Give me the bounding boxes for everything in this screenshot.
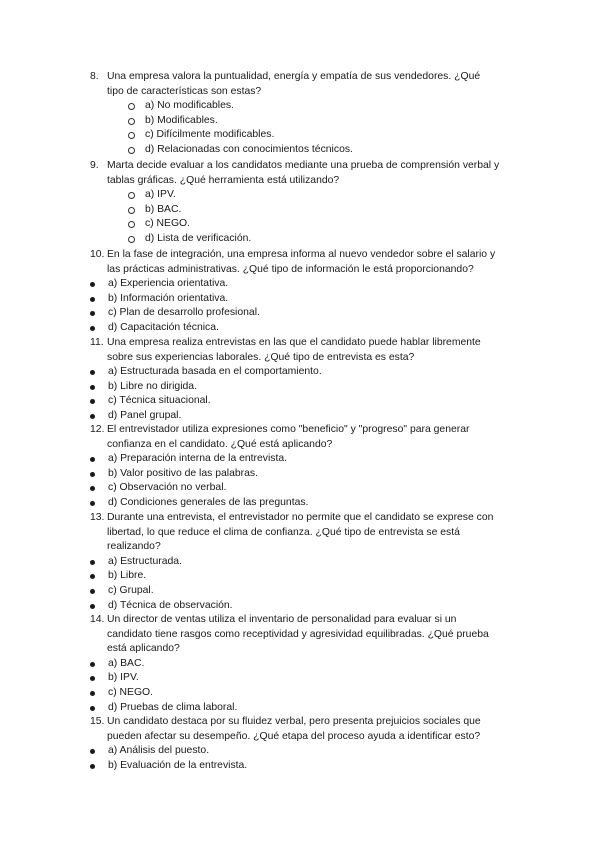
answer-option-label: c) Plan de desarrollo profesional. (108, 307, 260, 319)
question-line: confianza en el candidato. ¿Qué está aplicando? (107, 438, 333, 450)
bullet-icon (90, 686, 95, 702)
question-line: Un candidato destaca por su fluidez verbal, pero presenta prejuicios sociales que (107, 716, 481, 727)
hollow-bullet-icon (128, 143, 135, 160)
bullet-icon (90, 452, 95, 468)
question-line: En la fase de integración, una empresa informa al nuevo vendedor sobre el salario y (107, 249, 496, 260)
answer-option-label: b) Evaluación de la entrevista. (108, 759, 248, 771)
answer-option-label: c) Grupal. (108, 585, 154, 596)
bullet-icon (90, 569, 95, 585)
hollow-bullet-icon (128, 232, 135, 249)
bullet-icon (90, 292, 95, 308)
question-line: está aplicando? (107, 643, 180, 655)
bullet-icon (90, 671, 95, 687)
question-line: candidato tiene rasgos como receptividad y agresividad equilibradas. ¿Qué prueba (107, 628, 489, 640)
bullet-icon (90, 365, 95, 381)
answer-option-label: b) Libre no dirigida. (108, 380, 197, 392)
answer-option-label: a) No modificables. (145, 100, 234, 112)
answer-option-label: a) Análisis del puesto. (108, 745, 210, 757)
question-line: Durante una entrevista, el entrevistador no permite que el candidato se exprese con (107, 512, 494, 523)
question-number: 10. (90, 249, 105, 260)
answer-option-label: b) IPV. (108, 672, 139, 684)
answer-option-label: c) Observación no verbal. (108, 482, 227, 494)
bullet-icon (90, 555, 95, 571)
bullet-icon (90, 701, 95, 717)
bullet-icon (90, 481, 95, 497)
question-line: pueden afectar su desempeño. ¿Qué etapa del proceso ayuda a identificar esto? (107, 730, 481, 742)
bullet-icon (90, 467, 95, 483)
answer-option-label: d) Capacitación técnica. (108, 322, 219, 333)
bullet-icon (90, 584, 95, 600)
question-text (107, 70, 480, 99)
question-line: libertad, lo que reduce el clima de confianza. ¿Qué tipo de entrevista se está (107, 526, 460, 538)
question-line: Una empresa realiza entrevistas en las que el candidato puede hablar libremente (107, 337, 481, 348)
answer-option-label: d) Técnica de observación. (108, 599, 233, 611)
answer-option-label: c) NEGO. (108, 687, 154, 698)
bullet-icon (90, 599, 95, 615)
answer-option-label: d) Lista de verificación. (145, 233, 252, 244)
answer-option-label: a) Estructurada. (108, 555, 182, 567)
question-number: 9. (90, 160, 99, 171)
answer-option-label: a) IPV. (145, 189, 176, 201)
question-line: Marta decide evaluar a los candidatos mediante una prueba de comprensión verbal y (107, 160, 500, 171)
question-text (107, 159, 499, 188)
question-line: tipo de características son estas? (107, 85, 262, 97)
answer-option-label: b) Valor positivo de las palabras. (108, 467, 258, 479)
question-line: Una empresa valora la puntualidad, energía y empatía de sus vendedores. ¿Qué (107, 71, 481, 82)
question-number: 12. (90, 424, 105, 435)
answer-option-label: c) NEGO. (145, 218, 191, 230)
answer-option-label: c) Difícilmente modificables. (145, 129, 275, 141)
bullet-icon (90, 759, 95, 775)
answer-option-label: a) Preparación interna de la entrevista. (108, 453, 288, 465)
answer-option-label: a) Experiencia orientativa. (108, 278, 229, 290)
question-line: tablas gráficas. ¿Qué herramienta está utilizando? (107, 174, 340, 186)
answer-option-label: c) Técnica situacional. (108, 395, 211, 407)
question-line: El entrevistador utiliza expresiones como "beneficio" y "progreso" para generar (107, 424, 470, 435)
answer-option-label: b) Modificables. (145, 114, 218, 126)
bullet-icon (90, 306, 95, 322)
question-number: 14. (90, 614, 105, 625)
bullet-icon (90, 277, 95, 293)
answer-option-label: b) BAC. (145, 203, 182, 215)
bullet-icon (90, 657, 95, 673)
bullet-icon (90, 394, 95, 410)
question-text (107, 248, 495, 277)
answer-option-label: b) Información orientativa. (108, 292, 229, 304)
answer-option-label: d) Panel grupal. (108, 410, 182, 421)
question-line: sobre sus experiencias laborales. ¿Qué tipo de entrevista es esta? (107, 351, 415, 363)
bullet-icon (90, 380, 95, 396)
question-number: 11. (90, 337, 104, 348)
question-text (107, 715, 481, 744)
answer-option-label: a) Estructurada basada en el comportamiento. (108, 366, 322, 378)
answer-option-label: b) Libre. (108, 570, 147, 582)
bullet-icon (90, 744, 95, 760)
answer-option-label: d) Relacionadas con conocimientos técnicos. (145, 144, 353, 155)
question-line: realizando? (107, 541, 161, 553)
question-number: 15. (90, 716, 105, 727)
bullet-icon (90, 321, 95, 337)
answer-option-label: d) Condiciones generales de las preguntas. (108, 497, 309, 508)
answer-option-label: a) BAC. (108, 657, 145, 669)
bullet-icon (90, 496, 95, 512)
question-number: 8. (90, 71, 99, 82)
question-text (107, 613, 489, 657)
question-text (107, 336, 481, 365)
question-line: las prácticas administrativas. ¿Qué tipo de información le está proporcionando? (107, 263, 474, 275)
question-text (107, 511, 493, 555)
answer-option-label: d) Pruebas de clima laboral. (108, 701, 238, 713)
question-text (107, 423, 469, 452)
question-line: Un director de ventas utiliza el inventario de personalidad para evaluar si un (107, 614, 457, 625)
question-number: 13. (90, 512, 105, 523)
